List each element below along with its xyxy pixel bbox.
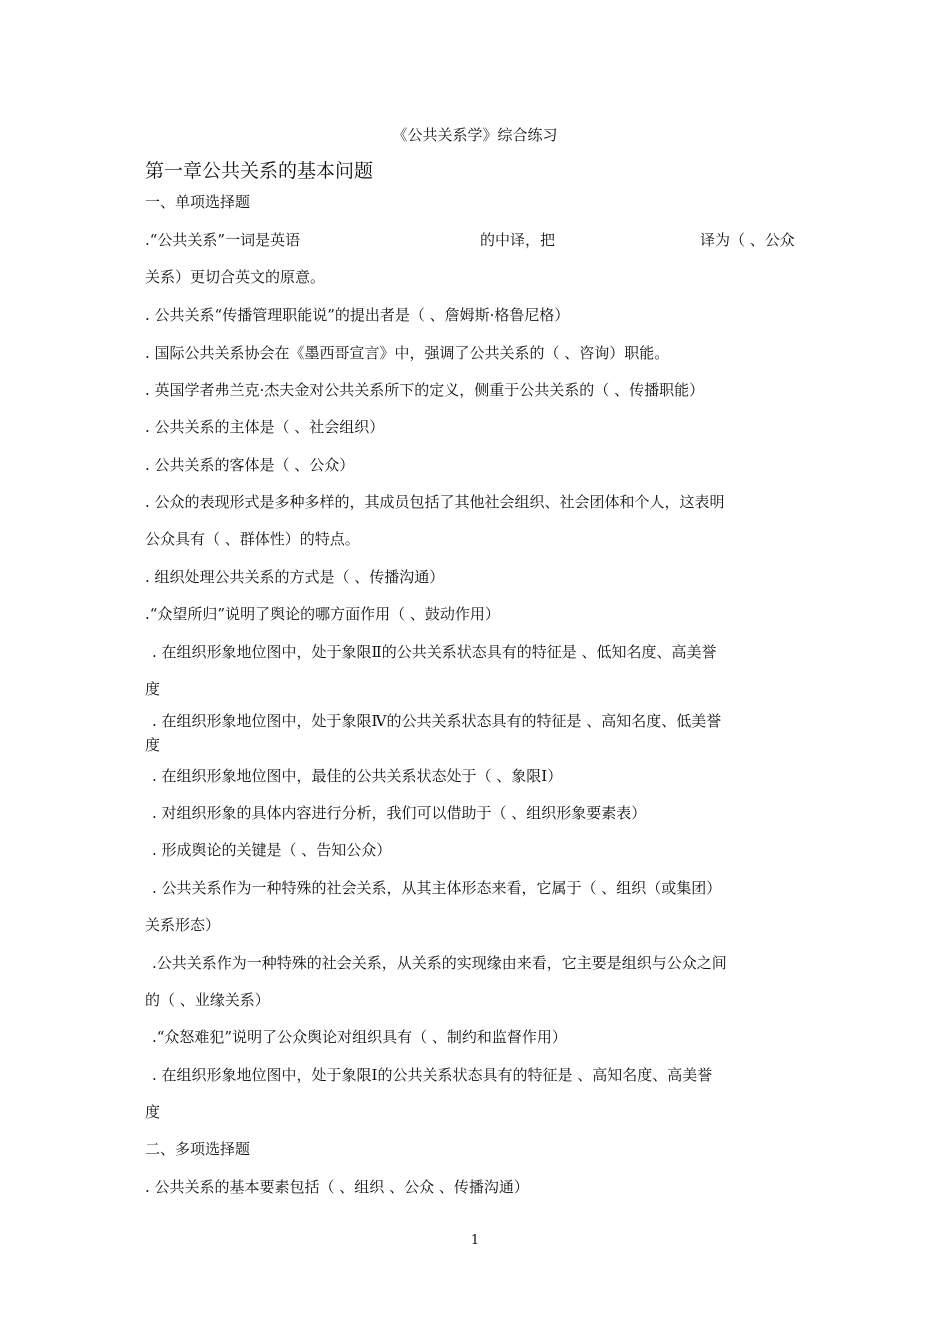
- question-10-line-1: . 在组织形象地位图中，处于象限Ⅱ的公共关系状态具有的特征是 、低知名度、高美誉: [152, 643, 717, 661]
- question-15-line-1: . 公共关系作为一种特殊的社会关系，从其主体形态来看，它属于（ 、组织（或集团）: [152, 879, 722, 897]
- multi-question-1: . 公共关系的基本要素包括（ 、组织 、公众 、传播沟通）: [145, 1178, 529, 1196]
- question-3: . 国际公共关系协会在《墨西哥宣言》中，强调了公共关系的（ 、咨询）职能。: [145, 344, 670, 362]
- question-15-line-2: 关系形态）: [145, 916, 221, 934]
- question-5: . 公共关系的主体是（ 、社会组织）: [145, 418, 385, 436]
- chapter-heading: 第一章公共关系的基本问题: [145, 160, 374, 182]
- document-title: 《公共关系学》综合练习: [392, 126, 558, 144]
- question-9: .“众望所归”说明了舆论的哪方面作用（ 、鼓动作用）: [145, 605, 500, 623]
- question-16-line-2: 的（ 、业缘关系）: [145, 991, 270, 1009]
- question-18-line-1: . 在组织形象地位图中，处于象限Ⅰ的公共关系状态具有的特征是 、高知名度、高美誉: [152, 1066, 713, 1084]
- question-1-part-a: .“公共关系”一词是英语: [145, 231, 301, 249]
- question-16-line-1: .公共关系作为一种特殊的社会关系，从关系的实现缘由来看，它主要是组织与公众之间: [152, 954, 727, 972]
- question-8: . 组织处理公共关系的方式是（ 、传播沟通）: [145, 568, 445, 586]
- question-14: . 形成舆论的关键是（ 、告知公众）: [152, 841, 392, 859]
- question-7-line-2: 公众具有（ 、群体性）的特点。: [145, 530, 360, 548]
- question-10-line-2: 度: [145, 680, 161, 698]
- question-13: . 对组织形象的具体内容进行分析，我们可以借助于（ 、组织形象要素表）: [152, 804, 647, 822]
- question-1-part-b: 的中译，把: [480, 231, 556, 249]
- question-2: . 公共关系“传播管理职能说”的提出者是（ 、詹姆斯·格鲁尼格）: [145, 306, 570, 324]
- question-12: . 在组织形象地位图中，最佳的公共关系状态处于（ 、象限Ⅰ）: [152, 767, 563, 785]
- question-11-line-1: . 在组织形象地位图中，处于象限Ⅳ的公共关系状态具有的特征是 、高知名度、低美誉: [152, 712, 722, 730]
- question-1-part-c: 译为（ 、公众: [700, 231, 795, 249]
- question-1-part-d: 关系）更切合英文的原意。: [145, 268, 326, 286]
- question-4: . 英国学者弗兰克·杰夫金对公共关系所下的定义，侧重于公共关系的（ 、传播职能）: [145, 381, 705, 399]
- section-heading-multiple-choice: 二、多项选择题: [145, 1140, 251, 1158]
- question-11-line-2: 度: [145, 736, 161, 754]
- question-6: . 公共关系的客体是（ 、公众）: [145, 456, 355, 474]
- question-18-line-2: 度: [145, 1103, 161, 1121]
- page-number: 1: [470, 1233, 480, 1248]
- question-7-line-1: . 公众的表现形式是多种多样的，其成员包括了其他社会组织、社会团体和个人，这表明: [145, 493, 725, 511]
- section-heading-single-choice: 一、单项选择题: [145, 193, 251, 211]
- question-17: .“众怒难犯”说明了公众舆论对组织具有（ 、制约和监督作用）: [152, 1028, 567, 1046]
